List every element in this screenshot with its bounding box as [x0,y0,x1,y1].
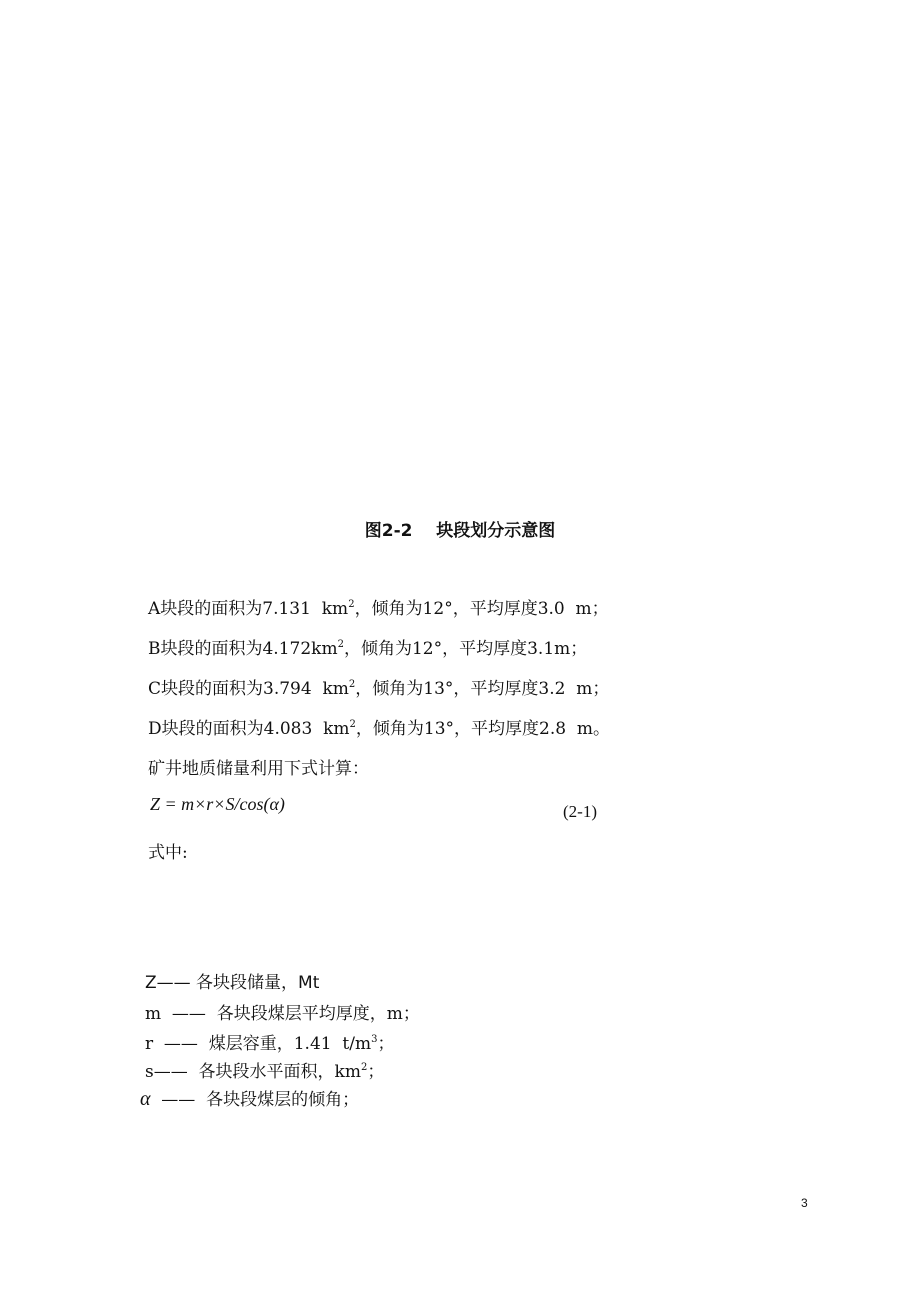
figure-title: 块段划分示意图 [436,521,556,541]
definition-m-text: m —— 各块段煤层平均厚度，m； [145,1004,420,1024]
definition-s [145,1061,384,1083]
block-c-text: C块段的面积为3.794 km [148,679,349,699]
definition-z [145,972,319,994]
block-c-rest: ，倾角为13°，平均厚度3.2 m； [355,679,610,699]
formula-expression: Z = m×r×S/cos(α) [150,794,285,814]
definition-z-text: Z—— 各块段储量，Mt [145,973,320,993]
definition-r [145,1033,394,1055]
definition-s-end: ； [367,1062,385,1082]
block-a-line [148,598,609,620]
where-label: 式中: [148,843,188,863]
alpha-symbol: α [140,1088,151,1110]
block-b-rest: ，倾角为12°，平均厚度3.1m； [343,639,588,659]
definition-alpha-text: —— 各块段煤层的倾角； [150,1090,360,1110]
block-d-line [148,718,610,740]
block-d-sup: 2 [349,719,356,730]
block-c-line [148,678,609,700]
block-c-sup: 2 [348,679,356,690]
figure-caption [0,516,920,541]
block-d-rest: ，倾角为13°，平均厚度2.8 m。 [355,719,611,739]
formula-intro: 矿井地质储量利用下式计算： [148,759,369,779]
definition-r-sup: 3 [371,1034,378,1045]
definition-m [145,1003,420,1025]
block-b-sup: 2 [337,639,344,650]
definition-r-text: r —— 煤层容重，1.41 t/m [145,1034,372,1054]
formula-number: (2-1) [563,802,597,821]
block-a-text: A块段的面积为7.131 km [148,599,349,619]
definition-s-text: s—— 各块段水平面积，km [145,1062,361,1082]
block-a-sup: 2 [348,599,355,610]
block-a-rest: ，倾角为12°，平均厚度3.0 m； [354,599,609,619]
page-number: 3 [801,1196,808,1210]
definition-s-sup: 2 [360,1062,368,1073]
definition-alpha [140,1088,359,1111]
definition-r-end: ； [377,1034,395,1054]
block-d-text: D块段的面积为4.083 km [148,719,350,739]
block-b-line [148,638,587,660]
figure-number: 图2-2 [364,521,413,541]
block-b-text: B块段的面积为4.172km [148,639,338,659]
